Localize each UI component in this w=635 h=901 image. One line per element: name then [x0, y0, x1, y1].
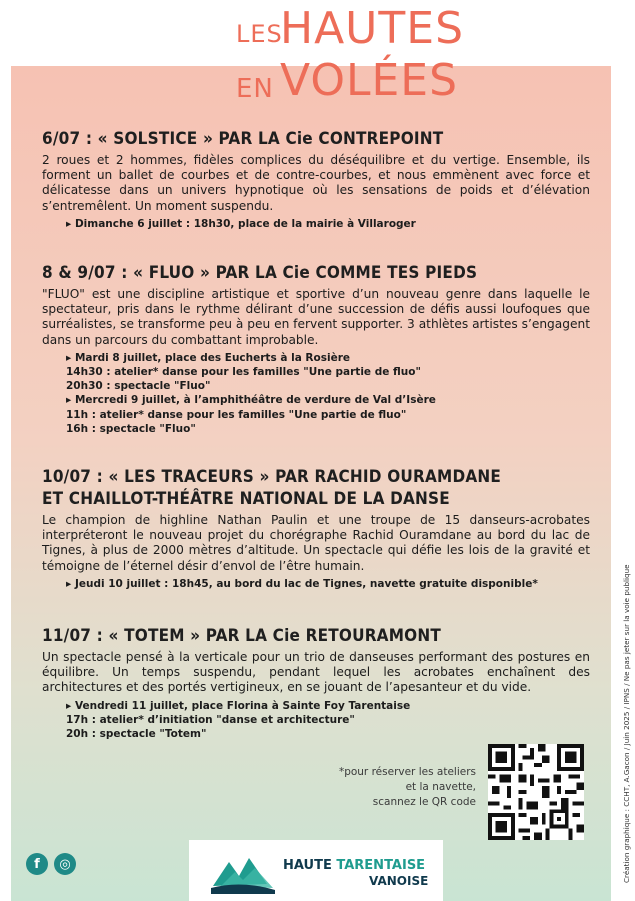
event-detail-line: 17h : atelier* d’initiation "danse et architecture" — [66, 713, 355, 726]
event-description: Un spectacle pensé à la verticale pour un trio de danseuses performant des postures en équilibre. Un temps suspendu, pendant lequel les acrobates enchaînent des architectures et des portés vertigineux, en se jouant de l’apesanteur et du vide. — [42, 650, 590, 695]
event-totem — [42, 625, 590, 741]
facebook-icon[interactable]: f — [26, 853, 48, 875]
event-title: 10/07 : « LES TRACEURS » PAR RACHID OURAMDANE ET CHAILLOT-THÉÂTRE NATIONAL DE LA DANSE — [42, 467, 502, 509]
event-details — [66, 699, 590, 742]
brand-tarentaise: TARENTAISE — [336, 858, 426, 873]
event-detail-line: 20h30 : spectacle "Fluo" — [66, 380, 211, 393]
event-traceurs — [42, 466, 590, 591]
event-details — [66, 217, 590, 231]
event-detail-line: ▸ Dimanche 6 juillet : 18h30, place de la mairie à Villaroger — [66, 217, 590, 231]
event-title: 6/07 : « SOLSTICE » PAR LA Cie CONTREPOINT — [42, 129, 444, 149]
logo-en: EN — [236, 74, 274, 104]
event-detail-line: 16h : spectacle "Fluo" — [66, 422, 196, 435]
booking-note — [300, 765, 476, 810]
graphic-credit: Création graphique : CCHT, A.Gacon / Juin 2025 / IPNS / Ne pas jeter sur la voie publique — [622, 564, 631, 883]
event-solstice — [42, 128, 590, 231]
event-detail-line: ▸ Mercredi 9 juillet, à l’amphithéâtre de verdure de Val d’Isère — [66, 393, 590, 407]
logo-les: LES — [236, 20, 283, 48]
logo-volees: VOLÉES — [280, 55, 459, 106]
event-description: Le champion de highline Nathan Paulin et une troupe de 15 danseurs-acrobates interpréteront le nouveau projet du chorégraphe Rachid Ouramdane au bord du lac de Tignes, à plus de 2000 mètres d’altitude. Un spectacle qui défie les lois de la gravité et témoigne de l’éternel désir d’envol de l’être humain. — [42, 513, 590, 573]
instagram-icon[interactable]: ◎ — [54, 853, 76, 875]
event-detail-line: ▸ Mardi 8 juillet, place des Eucherts à la Rosière — [66, 351, 590, 365]
event-title: 11/07 : « TOTEM » PAR LA Cie RETOURAMONT — [42, 626, 441, 646]
event-detail-line: 20h : spectacle "Totem" — [66, 728, 207, 741]
haute-tarentaise-logo — [189, 840, 443, 901]
booking-note-line: *pour réserver les ateliers — [338, 766, 476, 778]
event-detail-line: 14h30 : atelier* danse pour les familles "Une partie de fluo" — [66, 366, 421, 379]
event-fluo — [42, 262, 590, 436]
event-details — [66, 577, 590, 591]
qr-code[interactable] — [488, 744, 584, 840]
logo-hautes: HAUTES — [280, 3, 464, 54]
brand-vanoise: VANOISE — [369, 874, 429, 888]
event-details — [66, 351, 590, 436]
event-detail-line: ▸ Jeudi 10 juillet : 18h45, au bord du lac de Tignes, navette gratuite disponible* — [66, 577, 590, 591]
event-description: "FLUO" est une discipline artistique et sportive d’un nouveau genre dans laquelle le spectateur, pris dans le rythme délirant d’une succession de défis aussi loufoques que surréalistes, se transforme peu à peu en fervent supporter. 3 athlètes artistes s’engagent dans un parcours du combattant improbable. — [42, 287, 590, 347]
event-description: 2 roues et 2 hommes, fidèles complices du déséquilibre et du vertige. Ensemble, ils forment un ballet de courbes et de contre-courbes, et nous emmènent avec force et délicatesse dans un univers hypnotique où les sensations de poids et d’élévation s’entremêlent. Un moment suspendu. — [42, 153, 590, 213]
mountain-icon — [211, 850, 277, 894]
brand-line1 — [283, 858, 425, 873]
event-detail-line: 11h : atelier* danse pour les familles "Une partie de fluo" — [66, 408, 407, 421]
festival-logo — [236, 3, 464, 114]
booking-note-line: et la navette, — [405, 781, 476, 793]
event-detail-line: ▸ Vendredi 11 juillet, place Florina à Sainte Foy Tarentaise — [66, 699, 590, 713]
booking-note-line: scannez le QR code — [372, 796, 476, 808]
event-title: 8 & 9/07 : « FLUO » PAR LA Cie COMME TES PIEDS — [42, 263, 478, 283]
brand-haute: HAUTE — [283, 858, 337, 873]
